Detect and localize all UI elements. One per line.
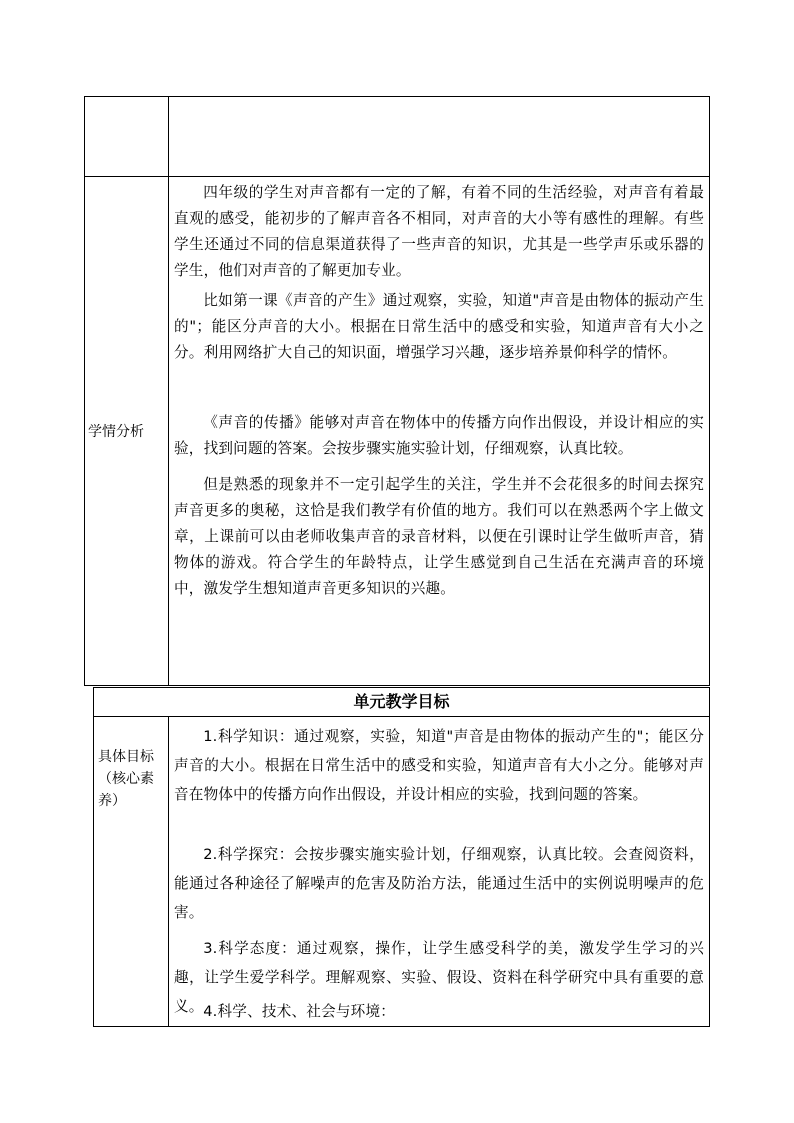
unit-teaching-goals-heading: 单元教学目标 bbox=[353, 692, 450, 711]
analysis-paragraph-3: 《声音的传播》能够对声音在物体中的传播方向作出假设，并设计相应的实验，找到问题的答案。会按步骤实施实验计划，仔细观察，认真比较。 bbox=[174, 414, 704, 457]
row-label-specific-goals bbox=[98, 746, 166, 812]
row-label-line-3: 养） bbox=[98, 793, 126, 809]
analysis-paragraph-4: 但是熟悉的现象并不一定引起学生的关注，学生并不会花很多的时间去探究声音更多的奥秘，这恰是我们教学有价值的地方。我们可以在熟悉两个字上做文章，上课前可以由老师收集声音的录音材料，以便在引课时让学生做听声音，猜物体的游戏。符合学生的年龄特点，让学生感觉到自己生活在充满声音的环境中，激发学生想知道声音更多知识的兴趣。 bbox=[174, 476, 704, 597]
goal-science-inquiry: 2.科学探究：会按步骤实施实验计划，仔细观察，认真比较。会查阅资料，能通过各种途径了解噪声的危害及防治方法，能通过生活中的实例说明噪声的危害。 bbox=[174, 846, 704, 921]
goal-science-knowledge: 1.科学知识：通过观察，实验，知道"声音是由物体的振动产生的"；能区分声音的大小。根据在日常生活中的感受和实验，知道声音有大小之分。能够对声音在物体中的传播方向作出假设，并设计相应的实验，找到问题的答案。 bbox=[174, 728, 704, 803]
goal-science-attitude: 3.科学态度：通过观察，操作，让学生感受科学的美，激发学生学习的兴趣，让学生爱学科学。理解观察、实验、假设、资料在科学研究中具有重要的意义。 bbox=[174, 940, 704, 1015]
row-label-student-analysis: 学情分析 bbox=[88, 424, 144, 440]
row-label-line-2: （核心素 bbox=[98, 771, 154, 787]
table-2-heading-divider bbox=[93, 716, 710, 717]
table-1-column-divider bbox=[168, 96, 169, 686]
table-2-column-divider bbox=[168, 716, 169, 1027]
analysis-paragraph-2: 比如第一课《声音的产生》通过观察，实验，知道"声音是由物体的振动产生的"；能区分声音的大小。根据在日常生活中的感受和实验，知道声音有大小之分。利用网络扩大自己的知识面，增强学习兴趣，逐步培养景仰科学的情怀。 bbox=[174, 292, 704, 361]
goal-sts-environment: 4.科学、技术、社会与环境： bbox=[203, 1003, 396, 1020]
table-1-row-divider bbox=[84, 176, 710, 177]
analysis-paragraph-1: 四年级的学生对声音都有一定的了解，有着不同的生活经验，对声音有着最直观的感受，能初步的了解声音各不相同，对声音的大小等有感性的理解。有些学生还通过不同的信息渠道获得了一些声音的知识，尤其是一些学声乐或乐器的学生，他们对声音的了解更加专业。 bbox=[174, 184, 704, 279]
row-label-line-1: 具体目标 bbox=[98, 749, 154, 765]
